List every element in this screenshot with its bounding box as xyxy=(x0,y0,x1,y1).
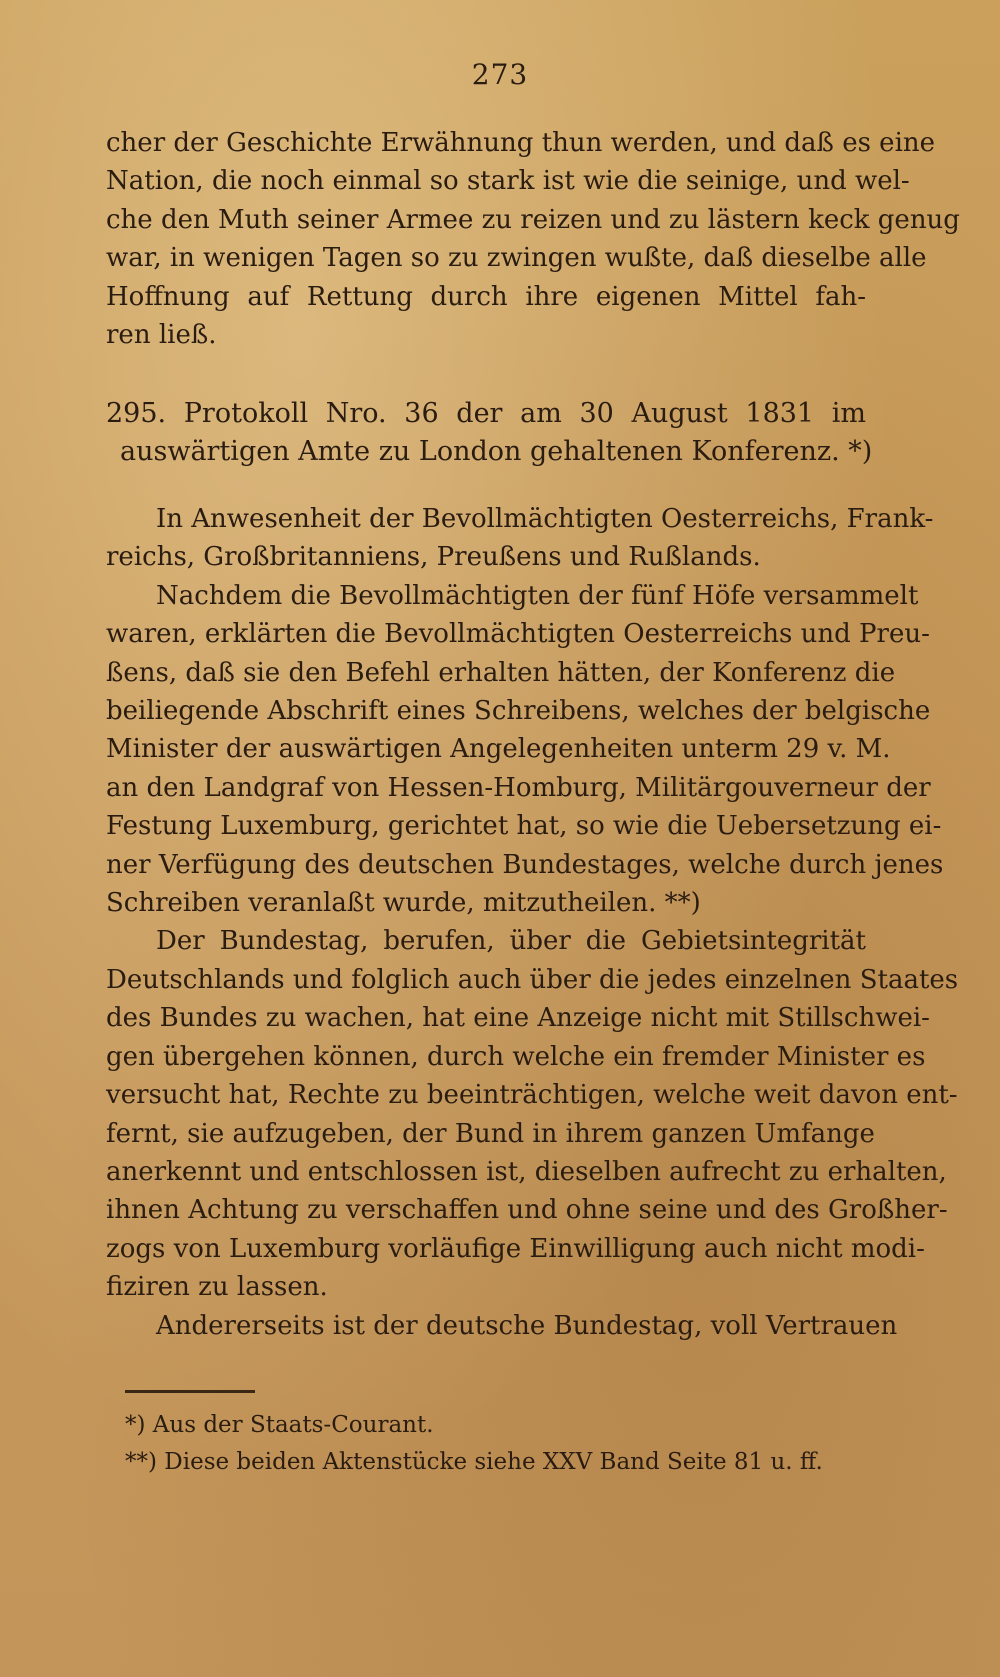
text-line: versucht hat, Rechte zu beeinträchtigen, welche weit davon ent- xyxy=(106,1080,958,1111)
heading-line: auswärtigen Amte zu London gehaltenen Konferenz. *) xyxy=(120,436,873,468)
footnote-divider xyxy=(125,1390,255,1393)
text-line: an den Landgraf von Hessen-Homburg, Militärgouverneur der xyxy=(106,772,931,803)
text-line: Andererseits ist der deutsche Bundestag, voll Vertrauen xyxy=(156,1310,898,1341)
body-text xyxy=(106,500,959,1345)
top-paragraph xyxy=(106,124,960,354)
text-line: war, in wenigen Tagen so zu zwingen wußte, daß dieselbe alle xyxy=(106,243,927,274)
paragraph xyxy=(106,500,934,577)
text-line: cher der Geschichte Erwähnung thun werden, und daß es eine xyxy=(106,128,936,158)
text-line: Der Bundestag, berufen, über die Gebietsintegrität xyxy=(156,926,866,957)
text-line: che den Muth seiner Armee zu reizen und zu lästern keck genug xyxy=(106,204,960,235)
page-number: 273 xyxy=(471,58,529,91)
text-line: In Anwesenheit der Bevollmächtigten Oesterreichs, Frank- xyxy=(156,504,934,534)
footnote: *) Aus der Staats-Courant. xyxy=(125,1412,434,1438)
text-line: Deutschlands und folglich auch über die jedes einzelnen Staates xyxy=(106,964,959,995)
text-line: ihnen Achtung zu verschaffen und ohne seine und des Großher- xyxy=(106,1195,948,1226)
paragraph xyxy=(106,922,959,1306)
text-line: ßens, daß sie den Befehl erhalten hätten, der Konferenz die xyxy=(106,657,896,688)
text-line: Nation, die noch einmal so stark ist wie die seinige, und wel- xyxy=(106,166,910,197)
text-line: des Bundes zu wachen, hat eine Anzeige nicht mit Stillschwei- xyxy=(106,1003,930,1034)
footnote: **) Diese beiden Aktenstücke siehe XXV Band Seite 81 u. ff. xyxy=(125,1449,823,1475)
text-line: beiliegende Abschrift eines Schreibens, welches der belgische xyxy=(106,696,931,727)
text-line: Schreiben veranlaßt wurde, mitzutheilen. **) xyxy=(106,888,701,919)
text-line: Festung Luxemburg, gerichtet hat, so wie die Uebersetzung ei- xyxy=(106,811,942,842)
text-line: Hoffnung auf Rettung durch ihre eigenen Mittel fah- xyxy=(106,281,866,312)
text-line: fiziren zu lassen. xyxy=(106,1272,328,1303)
text-line: Nachdem die Bevollmächtigten der fünf Höfe versammelt xyxy=(156,580,919,611)
text-line: fernt, sie aufzugeben, der Bund in ihrem ganzen Umfange xyxy=(106,1118,875,1149)
text-line: zogs von Luxemburg vorläufige Einwilligung auch nicht modi- xyxy=(106,1233,925,1264)
paragraph xyxy=(106,577,944,923)
text-line: ner Verfügung des deutschen Bundestages, welche durch jenes xyxy=(106,849,944,880)
paragraph xyxy=(106,1307,898,1345)
footnotes xyxy=(125,1407,865,1481)
text-line: gen übergehen können, durch welche ein fremder Minister es xyxy=(106,1041,926,1072)
section-heading xyxy=(106,395,873,472)
text-line: anerkennt und entschlossen ist, dieselben aufrecht zu erhalten, xyxy=(106,1156,947,1187)
text-line: waren, erklärten die Bevollmächtigten Oesterreichs und Preu- xyxy=(106,619,930,650)
text-line: Minister der auswärtigen Angelegenheiten unterm 29 v. M. xyxy=(106,734,891,765)
text-line: reichs, Großbritanniens, Preußens und Rußlands. xyxy=(106,542,761,573)
text-line: ren ließ. xyxy=(106,320,217,351)
heading-line: 295. Protokoll Nro. 36 der am 30 August 1831 im xyxy=(106,398,866,429)
